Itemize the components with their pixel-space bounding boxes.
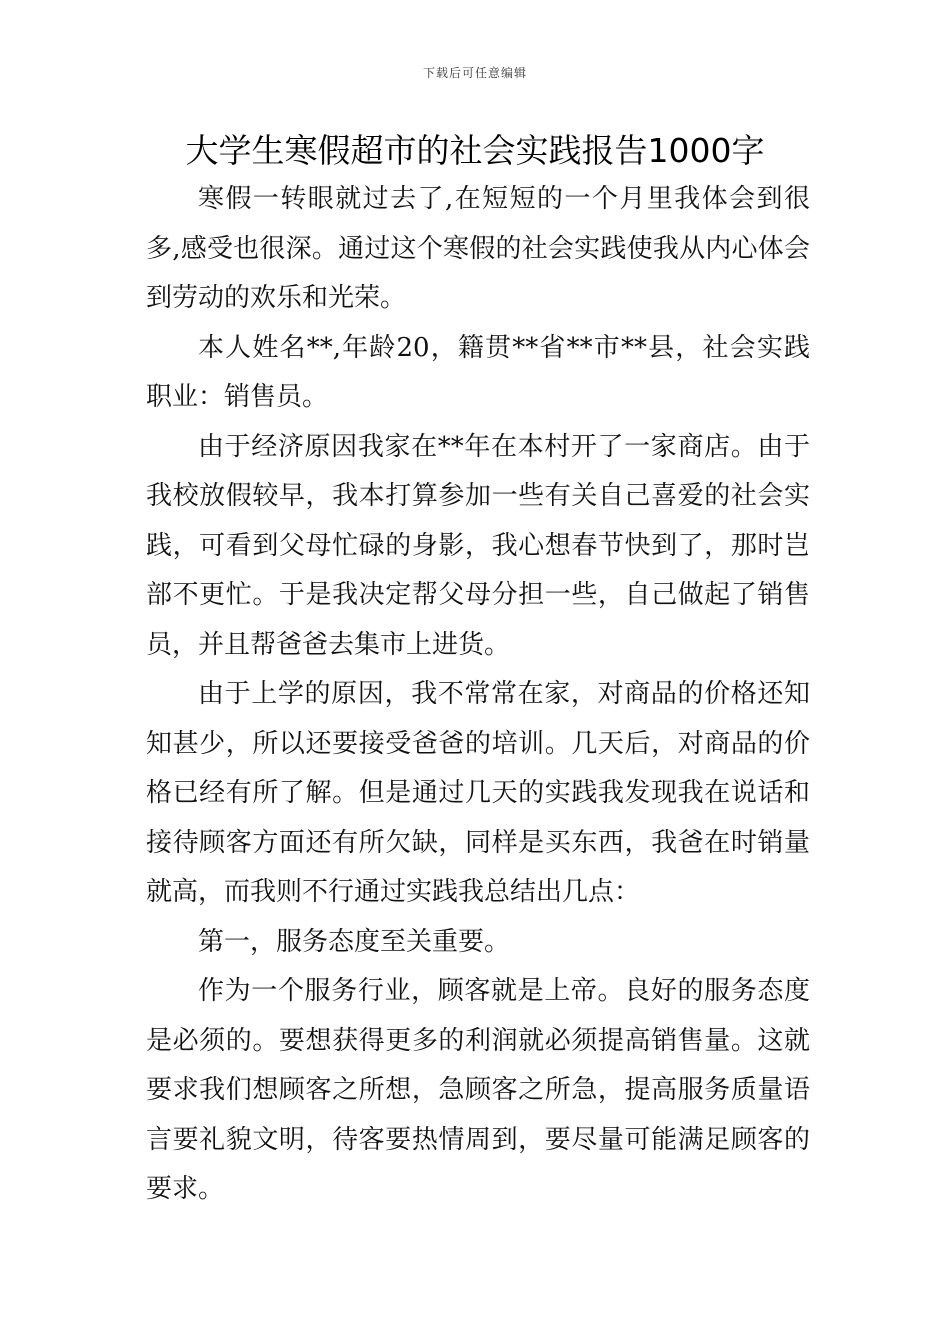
paragraph-1: 寒假一转眼就过去了,在短短的一个月里我体会到很多,感受也很深。通过这个寒假的社会实践使我从内心体会到劳动的欢乐和光荣。 xyxy=(146,184,810,313)
paragraph-6: 作为一个服务行业，顾客就是上帝。良好的服务态度是必须的。要想获得更多的利润就必须提高销售量。这就要求我们想顾客之所想，急顾客之所急，提高服务质量语言要礼貌文明，待客要热情周到，要尽量可能满足顾客的要求。 xyxy=(146,976,810,1204)
document-title: 大学生寒假超市的社会实践报告1000字 xyxy=(185,131,765,170)
paragraph-4: 由于上学的原因，我不常常在家，对商品的价格还知知甚少，所以还要接受爸爸的培训。几天后，对商品的价格已经有所了解。但是通过几天的实践我发现我在说话和接待顾客方面还有所欠缺，同样是买东西，我爸在时销量就高，而我则不行通过实践我总结出几点： xyxy=(146,679,810,907)
document-body xyxy=(146,175,810,1215)
header-note: 下载后可任意编辑 xyxy=(422,66,527,80)
paragraph-2: 本人姓名**,年龄20，籍贯**省**市**县，社会实践职业：销售员。 xyxy=(146,332,810,412)
paragraph-5: 第一，服务态度至关重要。 xyxy=(198,926,511,957)
paragraph-3: 由于经济原因我家在**年在本村开了一家商店。由于我校放假较早，我本打算参加一些有关自己喜爱的社会实践，可看到父母忙碌的身影，我心想春节快到了，那时岂部不更忙。于是我决定帮父母分担一些，自己做起了销售员，并且帮爸爸去集市上进货。 xyxy=(146,431,810,660)
